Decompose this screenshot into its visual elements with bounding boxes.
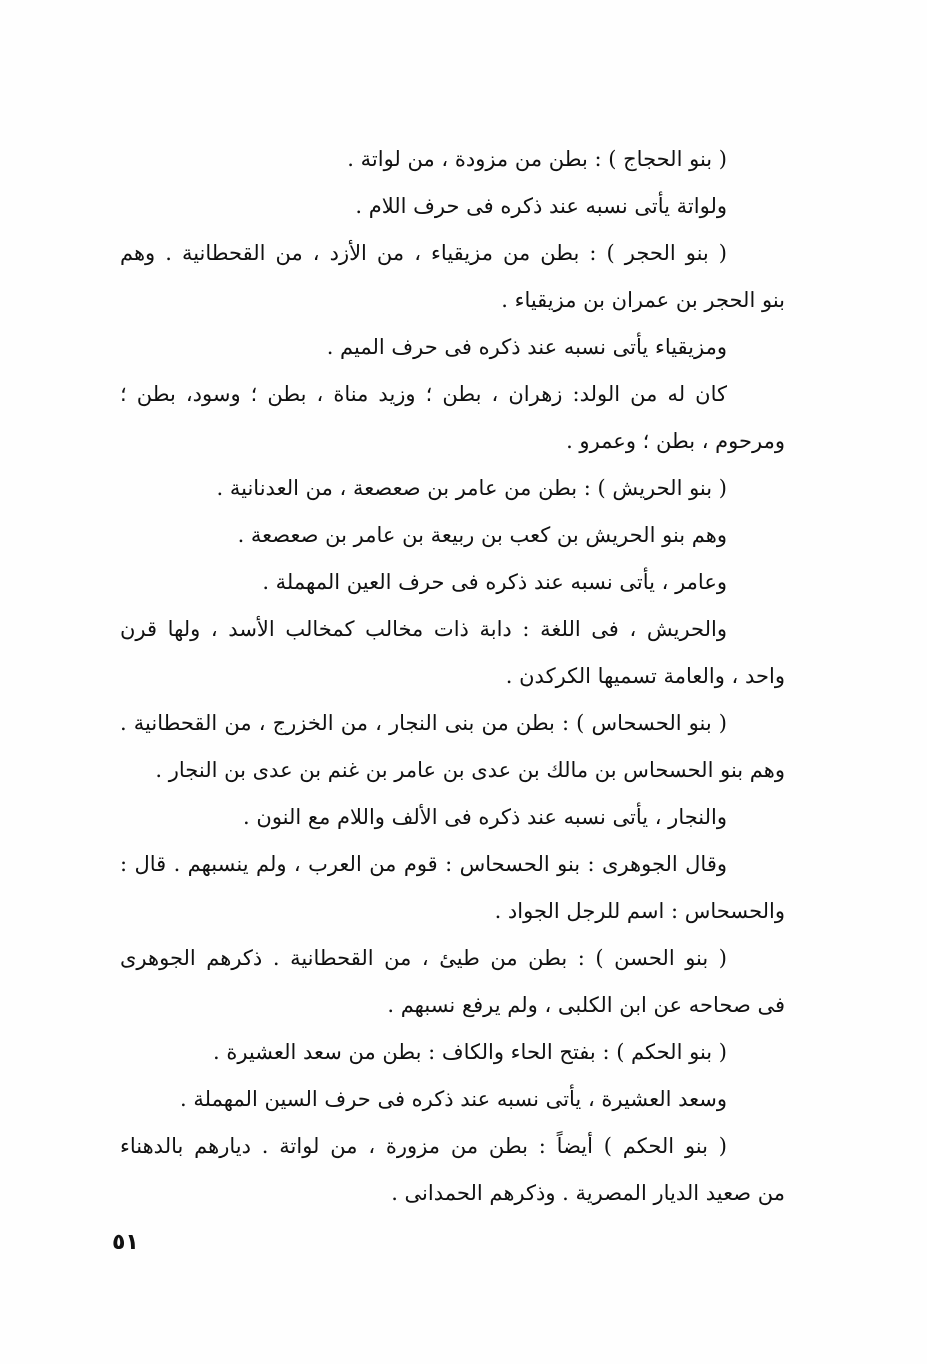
text-line: ومرحوم ، بطن ؛ وعمرو .: [566, 429, 785, 453]
text-line: ( بنو الحجر ) : بطن من مزيقياء ، من الأزد ، من القحطانية . وهم: [120, 241, 727, 265]
text-line: وسعد العشيرة ، يأتى نسبه عند ذكره فى حرف السين المهملة .: [180, 1087, 727, 1111]
text-line: ( بنو الحسحاس ) : بطن من بنى النجار ، من الخزرج ، من القحطانية .: [120, 711, 727, 735]
text-line: وقال الجوهرى : بنو الحسحاس : قوم من العرب ، ولم ينسبهم . قال :: [120, 852, 727, 876]
text-line: واحد ، والعامة تسميها الكركدن .: [505, 664, 785, 688]
text-line: ( بنو الحسن ) : بطن من طيئ ، من القحطانية . ذكرهم الجوهرى: [120, 946, 727, 970]
text-line: كان له من الولد: زهران ، بطن ؛ وزيد مناة ، بطن ؛ وسود، بطن ؛: [120, 382, 727, 406]
text-line: ( بنو الحجاج ) : بطن من مزودة ، من لواتة .: [347, 147, 727, 171]
text-line: ( بنو الحريش ) : بطن من عامر بن صعصعة ، من العدنانية .: [216, 476, 727, 500]
text-line: ( بنو الحكم ) : بفتح الحاء والكاف : بطن من سعد العشيرة .: [212, 1040, 727, 1064]
text-line: ولواتة يأتى نسبه عند ذكره فى حرف اللام .: [355, 194, 727, 218]
text-line: فى صحاحه عن ابن الكلبى ، ولم يرفع نسبهم .: [387, 993, 785, 1017]
text-line: والحسحاس : اسم للرجل الجواد .: [494, 899, 785, 923]
text-line: وهم بنو الحسحاس بن مالك بن عدى بن عامر بن غنم بن عدى بن النجار .: [155, 758, 785, 782]
text-line: والحريش ، فى اللغة : دابة ذات مخالب كمخالب الأسد ، ولها قرن: [120, 617, 727, 641]
text-line: بنو الحجر بن عمران بن مزيقياء .: [501, 288, 785, 312]
text-line: وعامر ، يأتى نسبه عند ذكره فى حرف العين المهملة .: [262, 570, 727, 594]
page-number: ٥١: [112, 1230, 139, 1255]
page-text: [120, 136, 785, 1217]
text-line: ( بنو الحكم ) أيضاً : بطن من مزورة ، من لواتة . ديارهم بالدهناء: [120, 1134, 727, 1158]
text-line: والنجار ، يأتى نسبه عند ذكره فى الألف واللام مع النون .: [243, 805, 727, 829]
text-line: من صعيد الديار المصرية . وذكرهم الحمدانى .: [391, 1181, 785, 1205]
text-line: وهم بنو الحريش بن كعب بن ربيعة بن عامر بن صعصعة .: [237, 523, 727, 547]
text-line: ومزيقياء يأتى نسبه عند ذكره فى حرف الميم .: [326, 335, 727, 359]
